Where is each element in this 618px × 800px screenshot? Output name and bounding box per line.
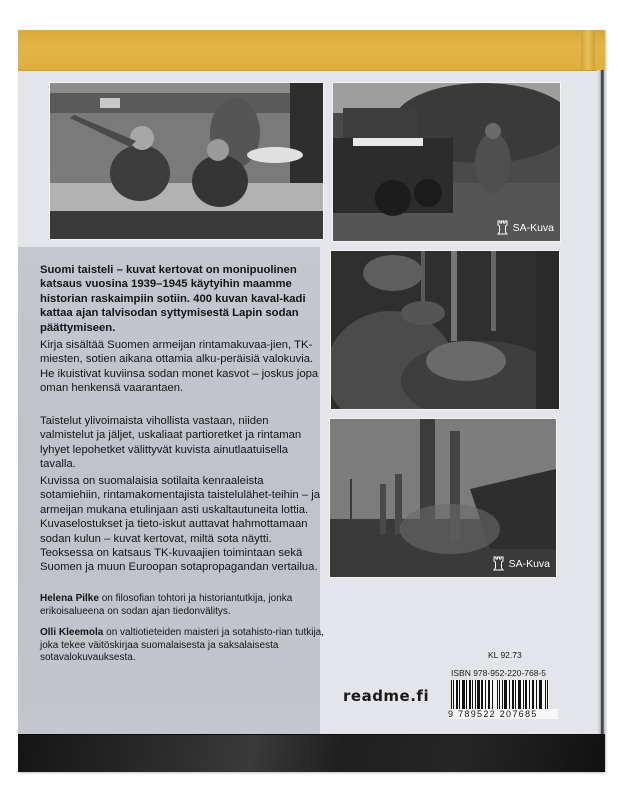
publisher-logo: readme.fi [343,687,430,705]
black-bottom-band [18,734,605,772]
author-bio-2 [40,627,325,665]
barcode-number: 9 789522 207685 [448,709,558,719]
credit-label: SA-Kuva [508,557,550,570]
intro-text: Suomi taisteli – kuvat kertovat on monipuolinen katsaus vuosina 1939–1945 käytyihin maamme historian raskaimpiin sotiin. 400 kuvan kaval-kadi kattaa ajan talvisodan syttymisestä Lapin sodan päättymiseen. [40,264,306,334]
description-paragraph-1 [40,338,325,396]
tower-logo-icon [497,220,508,235]
description-paragraph-2 [40,414,325,472]
photo-credit [493,556,550,571]
credit-label: SA-Kuva [512,221,554,234]
photo-credit [497,220,554,235]
author-bio-1 [40,593,325,618]
description-paragraph-3 [40,474,325,575]
author-bios [40,593,325,674]
paragraph-text: Taistelut ylivoimaista vihollista vastaan, niiden valmistelut ja jäljet, uskaliaat partioretket ja rintaman lyhyet lepohetket välittyvät kuvista ainutlaatuisella tavalla. [40,415,302,471]
author-description: on valtiotieteiden maisteri ja sotahisto-rian tutkija, joka tekee väitöskirjaa suomalaisesta ja saksalaisesta sotavalokuvauksesta. [40,627,325,663]
paragraph-text: Kirja sisältää Suomen armeijan rintamakuvaa-jien, TK-miesten, sotien aikana ottamia alku-peräisiä valokuvia. He ikuistivat kuviinsa sodan monet kasvot – joskus jopa oman henkensä vaarantaen. [40,339,319,395]
paragraph-text: Kuvissa on suomalaisia sotilaita kenraaleista sotamiehiin, rintamakomentajista taistelulähet-teihin – ja armeijan mukana etulinjaan asti uskaltautuneita lottia. Kuvaselostukset ja tieto-iskut auttavat hahmottamaan sodan kulun – kuvat kertovat, miltä sota näytti. Teoksessa on katsaus TK-kuvaajien toimintaan sekä Suomen ja muun Euroopan sotapropagandan vertailua. [40,475,321,574]
yellow-top-band [18,30,605,71]
photo-burned-town [329,418,557,578]
library-classification: KL 92.73 [488,650,522,660]
spine-edge [597,70,605,735]
tower-logo-icon [493,556,504,571]
author-name: Helena Pilke [40,593,99,604]
intro-paragraph [40,263,325,335]
author-name: Olli Kleemola [40,627,104,638]
author-description: on filosofian tohtori ja historiantutkija, jonka erikoisalueena on sodan ajan tiedonvälitys. [40,593,293,617]
cover-fold [581,30,595,70]
photo-burning-tank [332,82,561,242]
isbn-label: ISBN 978-952-220-768-5 [451,668,546,678]
book-back-cover [18,30,605,772]
photo-soldiers-forest [330,250,560,410]
photo-lookouts [49,82,324,240]
